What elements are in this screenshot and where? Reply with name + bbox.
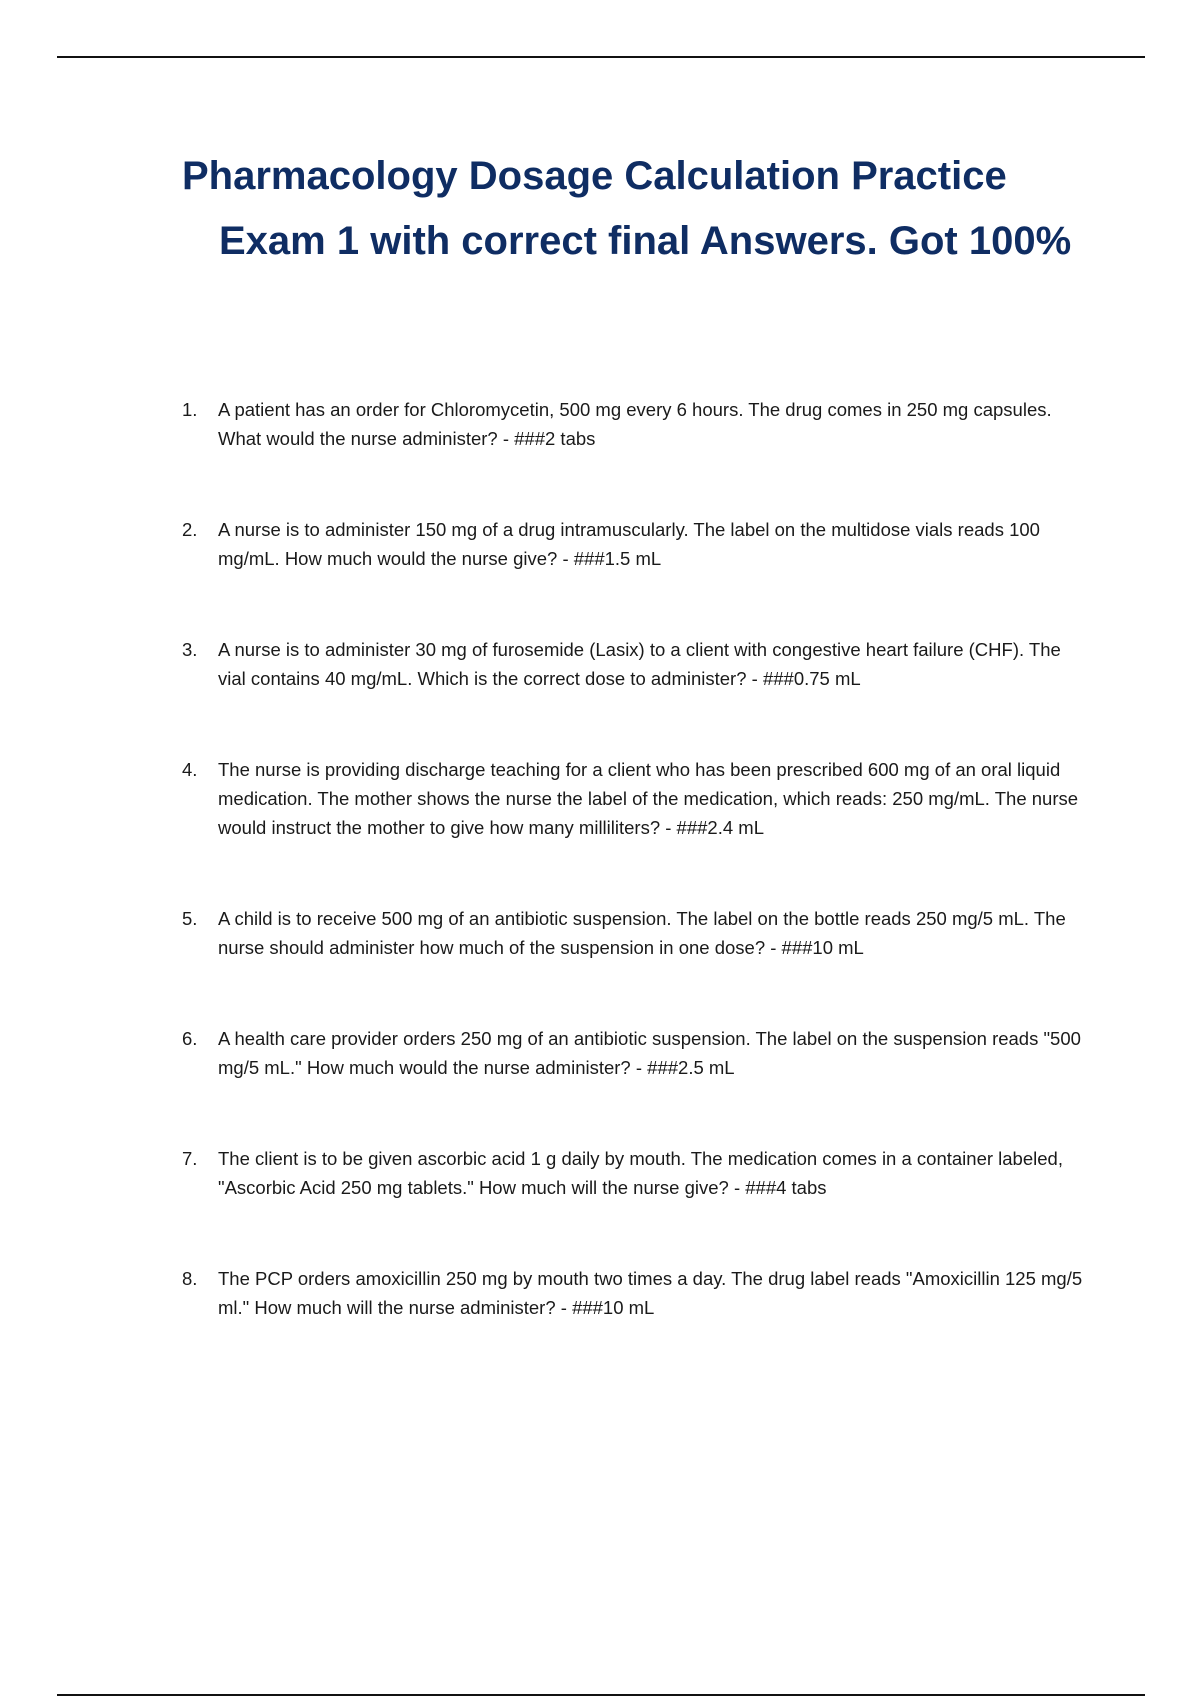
question-text: The client is to be given ascorbic acid 1 g daily by mouth. The medication comes in a container labeled, "Ascorbic Acid 250 mg tablets." How much will the nurse give? - ###4 tabs xyxy=(218,1148,1063,1198)
question-item xyxy=(182,1264,1092,1322)
question-text: The nurse is providing discharge teaching for a client who has been prescribed 600 mg of an oral liquid medication. The mother shows the nurse the label of the medication, which reads: 250 mg/mL. The nurse would instruct the mother to give how many milliliters? - ###2.4 mL xyxy=(218,759,1079,838)
question-item xyxy=(182,515,1092,573)
question-number: 4. xyxy=(182,759,198,780)
document-title: Pharmacology Dosage Calculation Practice Exam 1 with correct final Answers. Got 100% xyxy=(182,154,1072,263)
question-number: 8. xyxy=(182,1268,198,1289)
question-number: 1. xyxy=(182,399,198,420)
question-number: 2. xyxy=(182,519,198,540)
question-text: A health care provider orders 250 mg of an antibiotic suspension. The label on the suspension reads "500 mg/5 mL." How much would the nurse administer? - ###2.5 mL xyxy=(218,1028,1081,1078)
question-text: A patient has an order for Chloromycetin, 500 mg every 6 hours. The drug comes in 250 mg capsules. What would the nurse administer? - ###2 tabs xyxy=(218,399,1052,449)
question-number: 6. xyxy=(182,1028,198,1049)
question-item xyxy=(182,1144,1092,1202)
question-text: A nurse is to administer 30 mg of furosemide (Lasix) to a client with congestive heart failure (CHF). The vial contains 40 mg/mL. Which is the correct dose to administer? - ###0.75 mL xyxy=(218,639,1061,689)
question-item xyxy=(182,904,1092,962)
question-number: 7. xyxy=(182,1148,198,1169)
question-item xyxy=(182,635,1092,693)
question-text: The PCP orders amoxicillin 250 mg by mouth two times a day. The drug label reads "Amoxicillin 125 mg/5 ml." How much will the nurse administer? - ###10 mL xyxy=(218,1268,1083,1318)
question-text: A child is to receive 500 mg of an antibiotic suspension. The label on the bottle reads 250 mg/5 mL. The nurse should administer how much of the suspension in one dose? - ###10 mL xyxy=(218,908,1066,958)
question-number: 5. xyxy=(182,908,198,929)
question-item xyxy=(182,1024,1092,1082)
question-item xyxy=(182,755,1092,842)
question-number: 3. xyxy=(182,639,198,660)
question-list xyxy=(182,395,1092,1384)
question-item xyxy=(182,395,1092,453)
bottom-rule xyxy=(57,1694,1145,1696)
top-rule xyxy=(57,56,1145,58)
question-text: A nurse is to administer 150 mg of a drug intramuscularly. The label on the multidose vials reads 100 mg/mL. How much would the nurse give? - ###1.5 mL xyxy=(218,519,1040,569)
